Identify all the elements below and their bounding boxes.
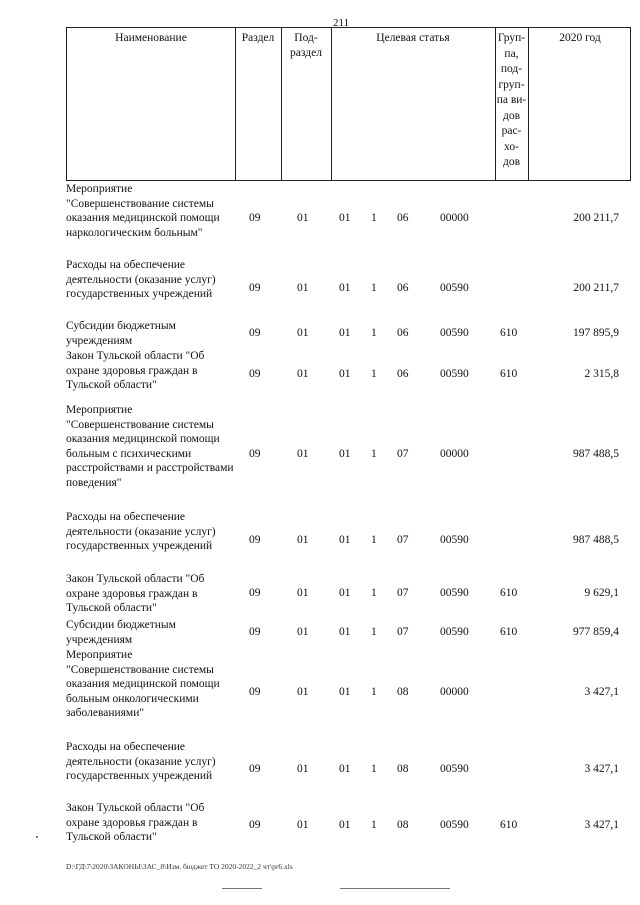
row-amount: 9 629,1 bbox=[584, 587, 619, 599]
row-section: 09 bbox=[249, 686, 261, 698]
row-target-program: 01 bbox=[339, 626, 351, 638]
row-target-code: 00590 bbox=[440, 587, 469, 599]
row-name: Расходы на обеспечение деятельности (оказание услуг) государственных учреждений bbox=[66, 741, 216, 782]
row-target-code: 00590 bbox=[440, 534, 469, 546]
row-target-event: 07 bbox=[397, 534, 409, 546]
file-path-footer: D:\ГД\7\2020\ЗАКОНЫ\ЗАС_8\Изм. бюджет ТО 2020-2022_2 чт\pr6.xls bbox=[66, 862, 293, 871]
row-amount: 2 315,8 bbox=[584, 368, 619, 380]
row-name: Мероприятие "Совершенствование системы оказания медицинской помощи больным с психическими расстройствами и расстройствами поведения" bbox=[66, 404, 234, 489]
row-target-event: 06 bbox=[397, 327, 409, 339]
row-section: 09 bbox=[249, 448, 261, 460]
table-row bbox=[66, 618, 636, 648]
row-target-code: 00590 bbox=[440, 626, 469, 638]
row-target-subprogram: 1 bbox=[371, 368, 377, 380]
row-amount: 200 211,7 bbox=[573, 212, 619, 224]
row-target-event: 07 bbox=[397, 626, 409, 638]
header-group: Груп- па, под- груп- па ви- дов рас- хо- дов bbox=[496, 32, 527, 168]
row-expense-group: 610 bbox=[500, 327, 518, 339]
row-target-subprogram: 1 bbox=[371, 626, 377, 638]
row-section: 09 bbox=[249, 534, 261, 546]
row-section: 09 bbox=[249, 819, 261, 831]
table-row bbox=[66, 572, 636, 618]
row-expense-group: 610 bbox=[500, 368, 518, 380]
row-subsection: 01 bbox=[297, 763, 309, 775]
row-target-program: 01 bbox=[339, 819, 351, 831]
row-subsection: 01 bbox=[297, 819, 309, 831]
row-target-event: 06 bbox=[397, 368, 409, 380]
row-subsection: 01 bbox=[297, 282, 309, 294]
row-name: Субсидии бюджетным учреждениям bbox=[66, 619, 176, 646]
row-target-program: 01 bbox=[339, 763, 351, 775]
row-target-code: 00590 bbox=[440, 763, 469, 775]
row-name: Субсидии бюджетным учреждениям bbox=[66, 320, 176, 347]
row-section: 09 bbox=[249, 763, 261, 775]
row-target-program: 01 bbox=[339, 368, 351, 380]
row-subsection: 01 bbox=[297, 587, 309, 599]
row-subsection: 01 bbox=[297, 368, 309, 380]
row-subsection: 01 bbox=[297, 212, 309, 224]
row-expense-group: 610 bbox=[500, 587, 518, 599]
row-target-event: 06 bbox=[397, 282, 409, 294]
row-target-code: 00590 bbox=[440, 368, 469, 380]
row-expense-group: 610 bbox=[500, 819, 518, 831]
row-amount: 3 427,1 bbox=[584, 819, 619, 831]
row-target-code: 00000 bbox=[440, 448, 469, 460]
table-row bbox=[66, 648, 636, 724]
table-row bbox=[66, 510, 636, 556]
row-amount: 977 859,4 bbox=[573, 626, 619, 638]
row-target-subprogram: 1 bbox=[371, 534, 377, 546]
row-name: Мероприятие "Совершенствование системы оказания медицинской помощи больным онкологическими заболеваниями" bbox=[66, 649, 220, 719]
row-target-program: 01 bbox=[339, 327, 351, 339]
header-year: 2020 год bbox=[559, 32, 601, 44]
row-target-event: 08 bbox=[397, 763, 409, 775]
table-row bbox=[66, 740, 636, 786]
row-subsection: 01 bbox=[297, 448, 309, 460]
row-section: 09 bbox=[249, 327, 261, 339]
row-target-event: 07 bbox=[397, 448, 409, 460]
row-target-program: 01 bbox=[339, 448, 351, 460]
row-section: 09 bbox=[249, 626, 261, 638]
row-target-subprogram: 1 bbox=[371, 686, 377, 698]
header-section: Раздел bbox=[241, 32, 275, 44]
row-name: Закон Тульской области "Об охране здоровья граждан в Тульской области" bbox=[66, 802, 205, 843]
row-target-program: 01 bbox=[339, 686, 351, 698]
row-section: 09 bbox=[249, 282, 261, 294]
row-target-subprogram: 1 bbox=[371, 327, 377, 339]
row-target-subprogram: 1 bbox=[371, 282, 377, 294]
row-target-event: 06 bbox=[397, 212, 409, 224]
row-target-program: 01 bbox=[339, 534, 351, 546]
row-target-code: 00590 bbox=[440, 819, 469, 831]
scan-speck bbox=[340, 888, 450, 889]
table-row bbox=[66, 403, 636, 493]
row-section: 09 bbox=[249, 212, 261, 224]
row-amount: 3 427,1 bbox=[584, 763, 619, 775]
header-subsection: Под- раздел bbox=[290, 32, 322, 59]
row-target-program: 01 bbox=[339, 282, 351, 294]
table-row bbox=[66, 258, 636, 304]
row-section: 09 bbox=[249, 587, 261, 599]
row-name: Расходы на обеспечение деятельности (оказание услуг) государственных учреждений bbox=[66, 511, 216, 552]
row-name: Расходы на обеспечение деятельности (оказание услуг) государственных учреждений bbox=[66, 259, 216, 300]
row-amount: 987 488,5 bbox=[573, 448, 619, 460]
row-section: 09 bbox=[249, 368, 261, 380]
row-target-event: 08 bbox=[397, 819, 409, 831]
table-row bbox=[66, 319, 636, 349]
row-target-subprogram: 1 bbox=[371, 448, 377, 460]
row-subsection: 01 bbox=[297, 626, 309, 638]
scan-speck bbox=[222, 888, 262, 889]
row-subsection: 01 bbox=[297, 327, 309, 339]
scan-speck bbox=[36, 836, 38, 838]
row-target-code: 00590 bbox=[440, 282, 469, 294]
row-name: Мероприятие "Совершенствование системы оказания медицинской помощи наркологическим больным" bbox=[66, 183, 220, 239]
row-expense-group: 610 bbox=[500, 626, 518, 638]
row-subsection: 01 bbox=[297, 686, 309, 698]
table-header bbox=[66, 27, 631, 181]
row-name: Закон Тульской области "Об охране здоровья граждан в Тульской области" bbox=[66, 350, 205, 391]
row-target-code: 00000 bbox=[440, 686, 469, 698]
row-amount: 3 427,1 bbox=[584, 686, 619, 698]
row-target-code: 00590 bbox=[440, 327, 469, 339]
row-target-code: 00000 bbox=[440, 212, 469, 224]
row-amount: 197 895,9 bbox=[573, 327, 619, 339]
table-row bbox=[66, 349, 636, 395]
header-target-article: Целевая статья bbox=[376, 32, 450, 44]
row-target-event: 07 bbox=[397, 587, 409, 599]
table-row bbox=[66, 801, 636, 847]
row-target-subprogram: 1 bbox=[371, 819, 377, 831]
row-amount: 200 211,7 bbox=[573, 282, 619, 294]
row-target-subprogram: 1 bbox=[371, 763, 377, 775]
row-subsection: 01 bbox=[297, 534, 309, 546]
row-target-subprogram: 1 bbox=[371, 212, 377, 224]
row-target-subprogram: 1 bbox=[371, 587, 377, 599]
row-target-event: 08 bbox=[397, 686, 409, 698]
row-amount: 987 488,5 bbox=[573, 534, 619, 546]
row-name: Закон Тульской области "Об охране здоровья граждан в Тульской области" bbox=[66, 573, 205, 614]
table-row bbox=[66, 182, 636, 242]
page-number: 211 bbox=[333, 17, 350, 29]
row-target-program: 01 bbox=[339, 587, 351, 599]
header-name: Наименование bbox=[115, 32, 187, 44]
row-target-program: 01 bbox=[339, 212, 351, 224]
